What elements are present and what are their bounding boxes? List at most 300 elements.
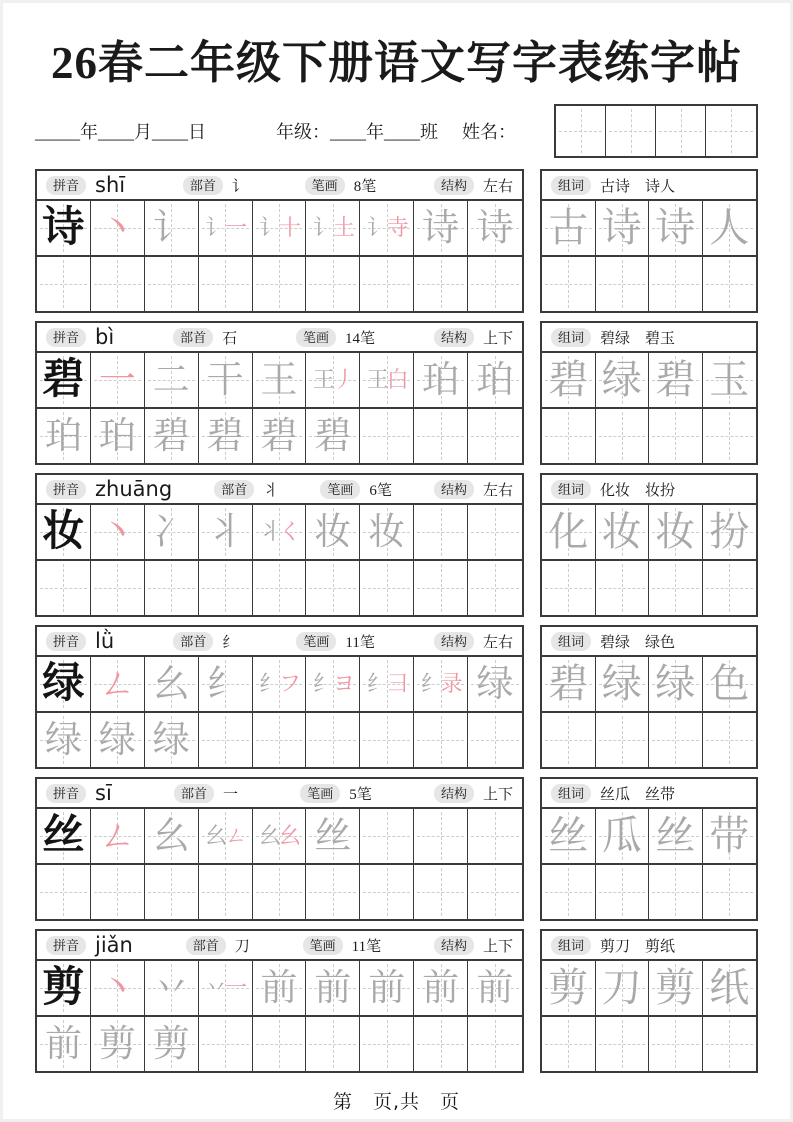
- pinyin-value: shī: [95, 173, 126, 197]
- header-group: [174, 783, 238, 804]
- word-trace-character: 碧: [548, 661, 589, 706]
- practice-cell: [37, 865, 91, 919]
- stroke-order-grid: [37, 353, 522, 463]
- stroke-step: 诗: [476, 207, 514, 249]
- practice-cell: [468, 201, 522, 257]
- character-box-header: [37, 475, 522, 505]
- pinyin-badge: 拼音: [46, 328, 86, 347]
- word-trace-character: 丝: [548, 813, 589, 858]
- practice-cell: [37, 201, 91, 257]
- structure-value: 左右: [482, 482, 513, 499]
- practice-cell: [468, 713, 522, 767]
- structure-value: 左右: [482, 178, 513, 195]
- practice-cell: [360, 561, 414, 615]
- stroke-step: 珀: [98, 415, 136, 457]
- practice-cell: [360, 201, 414, 257]
- practice-cell: [468, 961, 522, 1017]
- practice-cell: [37, 409, 91, 463]
- stroke-step: 珀: [422, 359, 460, 401]
- word-practice-cell: [596, 257, 650, 311]
- stroke-step: 幺: [152, 815, 190, 857]
- word-trace-character: 古: [548, 205, 589, 250]
- word-trace-character: 化: [548, 509, 589, 554]
- words-badge: 组词: [551, 176, 591, 195]
- structure-badge: 结构: [434, 784, 474, 803]
- stroke-order-grid: [37, 201, 522, 311]
- word-practice-cell: [649, 201, 703, 257]
- stroke-step: 丶: [98, 207, 136, 249]
- radical-badge: 部首: [186, 936, 226, 955]
- stroke-step: 碧: [206, 415, 244, 457]
- character-box-header: [37, 931, 522, 961]
- practice-cell: [91, 809, 145, 865]
- words-box-header: [542, 475, 756, 505]
- stroke-step: 丶: [98, 967, 136, 1009]
- word-practice-cell: [596, 409, 650, 463]
- stroke-step: 冫: [152, 511, 190, 553]
- word-trace-character: 扮: [709, 509, 750, 554]
- words-value: 化妆 妆扮: [600, 482, 676, 499]
- word-practice-cell: [649, 657, 703, 713]
- radical-badge: 部首: [183, 176, 223, 195]
- stroke-step: 绿: [44, 719, 82, 761]
- header-group: [434, 783, 513, 804]
- practice-cell: [414, 409, 468, 463]
- header-group: [551, 479, 675, 500]
- header-group: [46, 325, 114, 349]
- practice-cell: [414, 1017, 468, 1071]
- name-grid: [554, 104, 758, 158]
- words-grid: [542, 505, 756, 615]
- practice-cell: [145, 561, 199, 615]
- stroke-count-badge: 笔画: [305, 176, 345, 195]
- practice-cell: [37, 505, 91, 561]
- practice-cell: [145, 809, 199, 865]
- practice-cell: [91, 865, 145, 919]
- stroke-step: 绿: [98, 719, 136, 761]
- stroke-step: 丬: [206, 511, 244, 553]
- header-group: [46, 173, 125, 197]
- blocks: [35, 169, 758, 1073]
- pinyin-badge: 拼音: [46, 784, 86, 803]
- header-group: [551, 935, 675, 956]
- practice-cell: [253, 961, 307, 1017]
- word-practice-cell: [649, 713, 703, 767]
- word-practice-cell: [542, 961, 596, 1017]
- header-group: [305, 175, 377, 196]
- structure-badge: 结构: [434, 480, 474, 499]
- stroke-count-value: 11笔: [345, 634, 375, 651]
- word-practice-cell: [542, 353, 596, 409]
- name-cell: [606, 106, 656, 156]
- stroke-step: 纟: [206, 663, 244, 705]
- stroke-count-badge: 笔画: [303, 936, 343, 955]
- practice-cell: [91, 505, 145, 561]
- word-practice-cell: [649, 1017, 703, 1071]
- name-cell: [706, 106, 756, 156]
- stroke-step: 碧: [152, 415, 190, 457]
- stroke-step: 前: [422, 967, 460, 1009]
- words-badge: 组词: [551, 936, 591, 955]
- stroke-count-value: 6笔: [369, 482, 392, 499]
- stroke-step: 妆: [314, 511, 352, 553]
- practice-cell: [199, 713, 253, 767]
- practice-cell: [360, 865, 414, 919]
- stroke-step: 前: [314, 967, 352, 1009]
- character-box: [35, 321, 524, 465]
- header-group: [434, 175, 513, 196]
- practice-cell: [37, 961, 91, 1017]
- header-group: [173, 631, 237, 652]
- stroke-step: 前: [476, 967, 514, 1009]
- word-practice-cell: [542, 409, 596, 463]
- practice-cell: [306, 961, 360, 1017]
- words-grid: [542, 201, 756, 311]
- practice-cell: [199, 257, 253, 311]
- practice-cell: [199, 409, 253, 463]
- stroke-step: 讠 土: [312, 215, 353, 240]
- practice-cell: [306, 409, 360, 463]
- words-badge: 组词: [551, 328, 591, 347]
- word-practice-cell: [542, 657, 596, 713]
- practice-cell: [414, 657, 468, 713]
- stroke-step: 纟 录: [420, 671, 461, 696]
- character-box: [35, 777, 524, 921]
- practice-cell: [253, 409, 307, 463]
- practice-cell: [468, 1017, 522, 1071]
- practice-cell: [199, 1017, 253, 1071]
- character-box: [35, 169, 524, 313]
- word-practice-cell: [596, 561, 650, 615]
- words-box: [540, 169, 758, 313]
- practice-cell: [145, 713, 199, 767]
- practice-cell: [199, 961, 253, 1017]
- word-trace-character: 丝: [655, 813, 696, 858]
- practice-cell: [199, 505, 253, 561]
- stroke-step: 讠 寺: [366, 215, 407, 240]
- practice-cell: [91, 257, 145, 311]
- words-grid: [542, 961, 756, 1071]
- stroke-step: 二: [152, 359, 190, 401]
- practice-cell: [91, 561, 145, 615]
- header-group: [551, 631, 675, 652]
- page-footer: 第 页,共 页: [332, 1091, 461, 1113]
- stroke-count-value: 11笔: [351, 938, 382, 955]
- word-practice-cell: [649, 505, 703, 561]
- practice-cell: [468, 409, 522, 463]
- stroke-step: 幺 ㄥ: [205, 823, 246, 848]
- pinyin-value: sī: [95, 781, 112, 805]
- word-practice-cell: [649, 257, 703, 311]
- character-example: 妆: [42, 509, 85, 555]
- header-info-row: [35, 103, 758, 159]
- header-group: [434, 631, 513, 652]
- word-practice-cell: [703, 657, 757, 713]
- structure-badge: 结构: [434, 328, 474, 347]
- practice-cell: [145, 505, 199, 561]
- pinyin-value: zhuāng: [95, 477, 173, 501]
- practice-cell: [360, 257, 414, 311]
- practice-cell: [145, 353, 199, 409]
- practice-block: [35, 473, 758, 617]
- stroke-order-grid: [37, 657, 522, 767]
- radical-badge: 部首: [214, 480, 254, 499]
- practice-cell: [414, 865, 468, 919]
- word-practice-cell: [596, 505, 650, 561]
- practice-cell: [253, 561, 307, 615]
- words-grid: [542, 657, 756, 767]
- word-trace-character: 诗: [655, 205, 696, 250]
- words-grid: [542, 353, 756, 463]
- stroke-step: 前: [368, 967, 406, 1009]
- practice-cell: [199, 353, 253, 409]
- practice-cell: [414, 257, 468, 311]
- practice-cell: [253, 257, 307, 311]
- practice-cell: [145, 1017, 199, 1071]
- practice-block: [35, 169, 758, 313]
- practice-cell: [37, 809, 91, 865]
- word-practice-cell: [542, 713, 596, 767]
- stroke-step: 王: [260, 359, 298, 401]
- header-group: [551, 327, 675, 348]
- practice-cell: [37, 561, 91, 615]
- stroke-step: 王 白: [366, 367, 407, 392]
- stroke-step: 讠 十: [258, 215, 299, 240]
- practice-cell: [145, 201, 199, 257]
- stroke-count-badge: 笔画: [296, 632, 336, 651]
- words-box-header: [542, 931, 756, 961]
- practice-cell: [145, 409, 199, 463]
- word-practice-cell: [542, 561, 596, 615]
- word-practice-cell: [649, 961, 703, 1017]
- practice-cell: [37, 713, 91, 767]
- word-trace-character: 色: [709, 661, 750, 706]
- practice-block: [35, 929, 758, 1073]
- practice-cell: [468, 809, 522, 865]
- word-trace-character: 纸: [709, 965, 750, 1010]
- practice-cell: [253, 1017, 307, 1071]
- practice-cell: [414, 713, 468, 767]
- radical-value: 纟: [222, 634, 238, 651]
- stroke-step: 一: [98, 359, 136, 401]
- header-group: [46, 933, 133, 957]
- word-practice-cell: [542, 1017, 596, 1071]
- stroke-step: 纟 彐: [366, 671, 407, 696]
- practice-cell: [414, 809, 468, 865]
- practice-cell: [360, 353, 414, 409]
- stroke-count-value: 5笔: [349, 786, 372, 803]
- word-trace-character: 碧: [655, 357, 696, 402]
- pinyin-value: jiǎn: [95, 933, 133, 957]
- word-practice-cell: [703, 409, 757, 463]
- structure-value: 左右: [482, 634, 513, 651]
- practice-cell: [414, 561, 468, 615]
- word-practice-cell: [542, 257, 596, 311]
- practice-cell: [37, 353, 91, 409]
- words-box-header: [542, 779, 756, 809]
- pinyin-badge: 拼音: [46, 632, 86, 651]
- character-example: 诗: [42, 205, 85, 251]
- practice-cell: [306, 1017, 360, 1071]
- header-group: [173, 327, 237, 348]
- words-badge: 组词: [551, 632, 591, 651]
- header-group: [296, 327, 375, 348]
- stroke-step: 碧: [314, 415, 352, 457]
- word-practice-cell: [703, 505, 757, 561]
- practice-cell: [468, 865, 522, 919]
- name-cell: [656, 106, 706, 156]
- header-group: [186, 935, 250, 956]
- practice-cell: [360, 505, 414, 561]
- word-practice-cell: [703, 353, 757, 409]
- words-value: 古诗 诗人: [600, 178, 676, 195]
- word-practice-cell: [596, 1017, 650, 1071]
- header-group: [303, 935, 381, 956]
- word-practice-cell: [596, 713, 650, 767]
- structure-badge: 结构: [434, 176, 474, 195]
- practice-cell: [414, 201, 468, 257]
- stroke-count-badge: 笔画: [320, 480, 360, 499]
- practice-cell: [306, 257, 360, 311]
- character-box: [35, 625, 524, 769]
- words-badge: 组词: [551, 480, 591, 499]
- word-practice-cell: [703, 257, 757, 311]
- stroke-step: 干: [206, 359, 244, 401]
- word-trace-character: 诗: [601, 205, 642, 250]
- grade-blank: 年级：____年____班: [276, 122, 438, 142]
- stroke-step: 绿: [476, 663, 514, 705]
- practice-cell: [306, 657, 360, 713]
- pinyin-badge: 拼音: [46, 936, 86, 955]
- practice-cell: [91, 201, 145, 257]
- practice-cell: [145, 865, 199, 919]
- practice-cell: [91, 353, 145, 409]
- practice-cell: [37, 657, 91, 713]
- stroke-order-grid: [37, 505, 522, 615]
- stroke-step: 丷 一: [205, 975, 246, 1000]
- stroke-step: 丶: [98, 511, 136, 553]
- practice-cell: [37, 257, 91, 311]
- practice-cell: [37, 1017, 91, 1071]
- radical-value: 讠: [231, 178, 247, 195]
- word-trace-character: 碧: [548, 357, 589, 402]
- practice-cell: [306, 505, 360, 561]
- practice-cell: [306, 809, 360, 865]
- word-practice-cell: [703, 713, 757, 767]
- words-badge: 组词: [551, 784, 591, 803]
- word-practice-cell: [542, 201, 596, 257]
- header-group: [551, 783, 675, 804]
- words-box: [540, 473, 758, 617]
- character-example: 碧: [42, 357, 85, 403]
- pinyin-value: lǜ: [95, 629, 115, 653]
- word-practice-cell: [703, 809, 757, 865]
- stroke-step: 珀: [44, 415, 82, 457]
- stroke-step: 纟 フ: [258, 671, 299, 696]
- stroke-order-grid: [37, 961, 522, 1071]
- practice-cell: [360, 713, 414, 767]
- structure-value: 上下: [482, 330, 513, 347]
- radical-badge: 部首: [173, 632, 213, 651]
- word-trace-character: 剪: [655, 965, 696, 1010]
- word-practice-cell: [649, 353, 703, 409]
- stroke-count-badge: 笔画: [300, 784, 340, 803]
- words-value: 碧绿 绿色: [600, 634, 676, 651]
- header-group: [296, 631, 374, 652]
- words-value: 丝瓜 丝带: [600, 786, 676, 803]
- word-trace-character: 妆: [655, 509, 696, 554]
- practice-cell: [468, 257, 522, 311]
- character-box-header: [37, 171, 522, 201]
- word-practice-cell: [596, 865, 650, 919]
- radical-value: 刀: [234, 938, 250, 955]
- radical-value: 一: [223, 786, 239, 803]
- word-practice-cell: [649, 561, 703, 615]
- name-cell: [556, 106, 606, 156]
- stroke-step: 讠 一: [205, 215, 246, 240]
- word-trace-character: 绿: [655, 661, 696, 706]
- practice-cell: [91, 961, 145, 1017]
- stroke-order-grid: [37, 809, 522, 919]
- header-group: [320, 479, 392, 500]
- stroke-step: 王 丿: [312, 367, 353, 392]
- header-group: [46, 629, 114, 653]
- words-grid: [542, 809, 756, 919]
- word-practice-cell: [703, 201, 757, 257]
- practice-cell: [253, 865, 307, 919]
- words-box: [540, 321, 758, 465]
- header-group: [214, 479, 278, 500]
- practice-cell: [360, 809, 414, 865]
- radical-badge: 部首: [173, 328, 213, 347]
- practice-cell: [91, 1017, 145, 1071]
- practice-cell: [199, 809, 253, 865]
- word-practice-cell: [703, 961, 757, 1017]
- words-box-header: [542, 627, 756, 657]
- practice-cell: [360, 409, 414, 463]
- stroke-step: 前: [44, 1023, 82, 1065]
- practice-block: [35, 777, 758, 921]
- stroke-step: 丝: [314, 815, 352, 857]
- name-label: 姓名：: [462, 122, 516, 142]
- practice-cell: [145, 657, 199, 713]
- practice-cell: [253, 657, 307, 713]
- structure-value: 上下: [482, 938, 513, 955]
- practice-cell: [199, 657, 253, 713]
- practice-cell: [306, 713, 360, 767]
- practice-cell: [199, 201, 253, 257]
- word-trace-character: 瓜: [601, 813, 642, 858]
- practice-cell: [414, 961, 468, 1017]
- practice-cell: [306, 865, 360, 919]
- word-practice-cell: [703, 561, 757, 615]
- word-practice-cell: [649, 865, 703, 919]
- word-trace-character: 妆: [601, 509, 642, 554]
- word-trace-character: 绿: [601, 357, 642, 402]
- word-trace-character: 带: [709, 813, 750, 858]
- stroke-step: 绿: [152, 719, 190, 761]
- pinyin-badge: 拼音: [46, 480, 86, 499]
- word-trace-character: 绿: [601, 661, 642, 706]
- character-example: 剪: [42, 965, 85, 1011]
- word-practice-cell: [596, 961, 650, 1017]
- radical-badge: 部首: [174, 784, 214, 803]
- stroke-step: 碧: [260, 415, 298, 457]
- stroke-step: 剪: [152, 1023, 190, 1065]
- character-example: 绿: [42, 661, 85, 707]
- word-practice-cell: [703, 1017, 757, 1071]
- practice-cell: [145, 257, 199, 311]
